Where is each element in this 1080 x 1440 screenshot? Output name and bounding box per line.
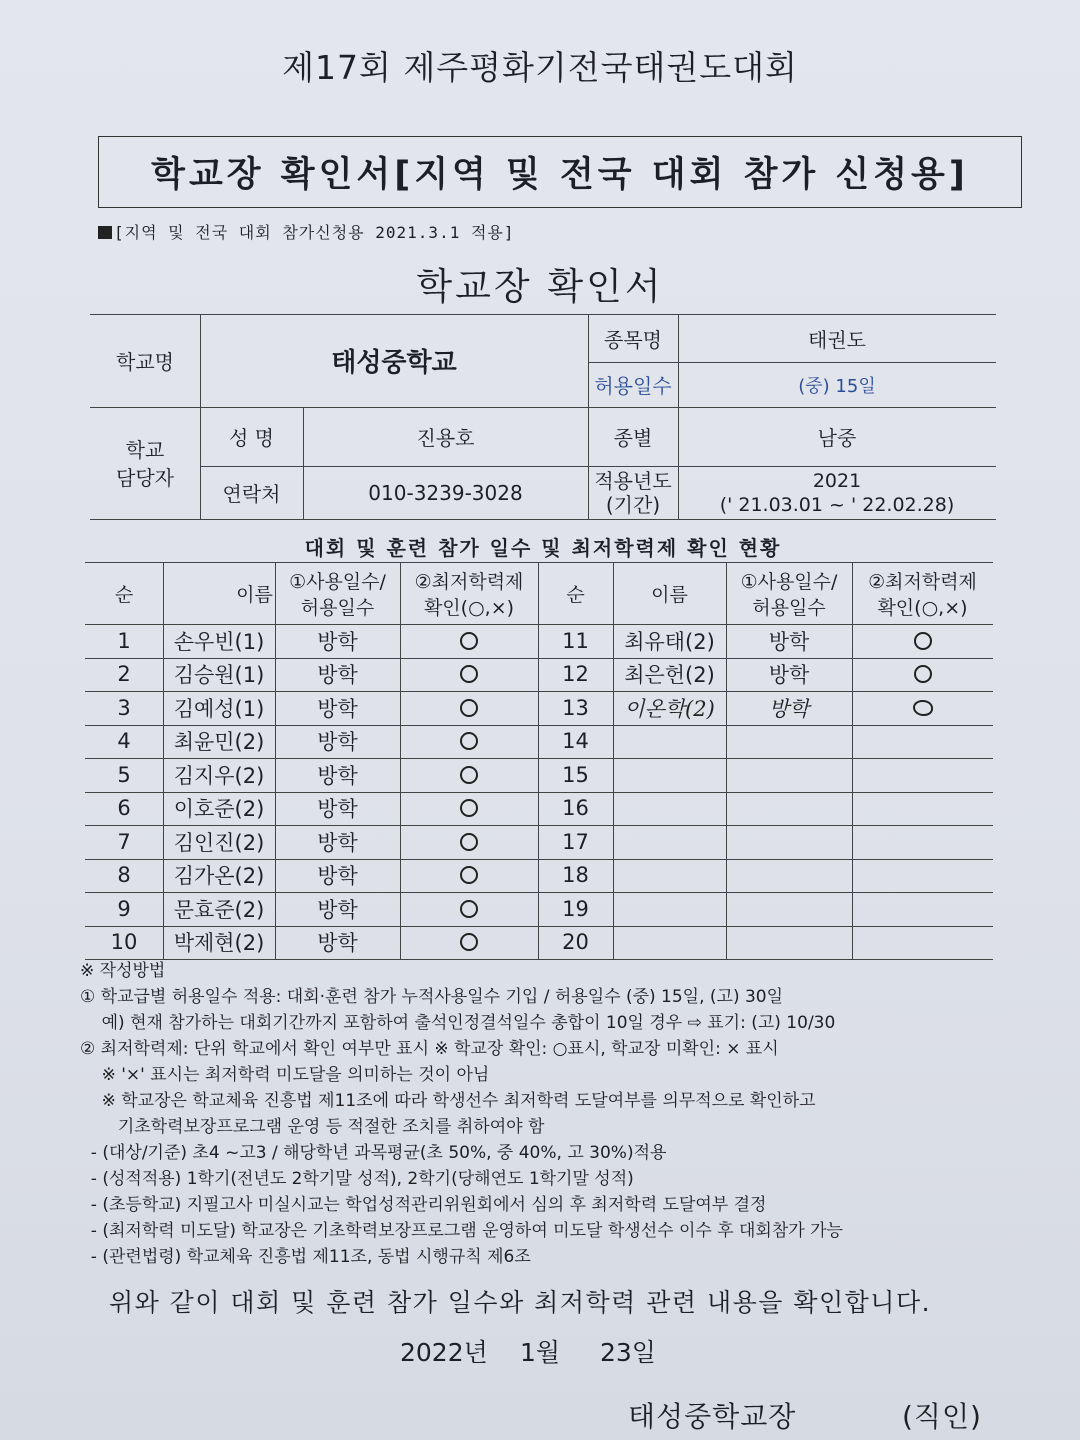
check-mark-circle-icon xyxy=(460,699,478,717)
used-days: 방학 xyxy=(317,797,358,822)
contact-value: 010-3239-3028 xyxy=(368,480,523,505)
used-days xyxy=(726,892,852,926)
header-name-right: 이름 xyxy=(651,584,688,606)
athlete-name xyxy=(613,825,726,859)
athlete-name: 문효준(2) xyxy=(173,897,265,922)
used-days xyxy=(726,792,852,826)
athlete-name xyxy=(613,792,726,826)
check-cell xyxy=(852,691,993,725)
row-number: 2 xyxy=(117,662,131,687)
document-heading: 학교장 확인서 xyxy=(416,265,664,308)
instruction-line: - (대상/기준) 초4 ~고3 / 해당학년 과목평균(초 50%, 중 40%, 고 30%)적용 xyxy=(80,1143,667,1163)
athlete-name: 이호준(2) xyxy=(173,797,265,822)
athlete-name xyxy=(613,758,726,792)
instruction-line: - (관련법령) 학교체육 진흥법 제11조, 동법 시행규칙 제6조 xyxy=(80,1247,531,1267)
instructions-heading: ※ 작성방법 xyxy=(80,961,166,981)
used-days: 방학 xyxy=(317,864,358,889)
form-note xyxy=(98,220,515,243)
athlete-name: 김예성(1) xyxy=(173,696,265,721)
used-days xyxy=(726,859,852,893)
row-number: 20 xyxy=(562,930,589,955)
row-number: 19 xyxy=(562,896,589,921)
used-days: 방학 xyxy=(317,931,358,956)
row-number: 8 xyxy=(117,863,131,888)
athlete-name: 최윤민(2) xyxy=(173,730,265,755)
sport-label: 종목명 xyxy=(604,327,662,352)
sport-value: 태권도 xyxy=(808,327,866,352)
event-title: 제17회 제주평화기전국태권도대회 xyxy=(282,48,798,87)
row-number: 16 xyxy=(562,796,589,821)
period-range: (' 21.03.01 ~ ' 22.02.28) xyxy=(719,493,955,516)
check-cell xyxy=(400,825,538,859)
check-cell xyxy=(852,825,993,859)
header-no-left: 순 xyxy=(114,584,134,606)
athlete-name: 박제현(2) xyxy=(173,931,265,956)
check-cell xyxy=(852,892,993,926)
check-mark-circle-icon xyxy=(460,933,478,951)
athlete-name: 김지우(2) xyxy=(173,763,265,788)
used-days: 방학 xyxy=(317,629,358,654)
used-days xyxy=(726,758,852,792)
athlete-name: 최은헌(2) xyxy=(624,663,715,688)
row-number: 14 xyxy=(562,729,589,754)
form-title-box xyxy=(98,136,1022,208)
row-number: 5 xyxy=(117,762,131,787)
check-cell xyxy=(852,758,993,792)
check-cell xyxy=(852,658,993,692)
table-rule xyxy=(85,562,993,563)
instruction-line: 예) 현재 참가하는 대회기간까지 포함하여 출석인정결석일수 총합이 10일 경우 ⇨ 표기: (고) 10/30 xyxy=(80,1013,836,1033)
check-mark-circle-icon xyxy=(460,866,478,884)
used-days: 방학 xyxy=(317,696,358,721)
check-mark-circle-icon xyxy=(913,700,933,716)
athlete-name: 손우빈(1) xyxy=(173,629,265,654)
name-label: 성 명 xyxy=(229,426,274,450)
school-info-table xyxy=(90,314,996,520)
used-days: 방학 xyxy=(317,730,358,755)
used-days: 방학 xyxy=(768,696,810,721)
athlete-name: 이온학(2) xyxy=(624,696,715,721)
check-mark-circle-icon xyxy=(460,799,478,817)
row-number: 11 xyxy=(562,628,589,653)
instruction-line: ※ '×' 표시는 최저학력 미도달을 의미하는 것이 아님 xyxy=(80,1065,490,1085)
check-cell xyxy=(852,926,993,960)
check-mark-circle-icon xyxy=(914,632,932,650)
manager-label: 학교 담당자 xyxy=(116,437,174,490)
used-days xyxy=(726,725,852,759)
roster-table xyxy=(85,562,993,960)
header-days-right: ①사용일수/ 허용일수 xyxy=(740,571,838,619)
athlete-name: 최유태(2) xyxy=(624,629,715,654)
instruction-line: - (성적적용) 1학기(전년도 2학기말 성적), 2학기(당해연도 1학기말 성적) xyxy=(80,1169,634,1189)
date-day: 23일 xyxy=(600,1338,656,1367)
check-mark-circle-icon xyxy=(914,665,932,683)
header-name-left: 이름 xyxy=(236,584,273,606)
seal-placeholder: (직인) xyxy=(902,1400,982,1433)
used-days xyxy=(726,926,852,960)
check-cell xyxy=(400,624,538,658)
athlete-name: 김인진(2) xyxy=(173,830,265,855)
row-number: 4 xyxy=(117,729,131,754)
check-cell xyxy=(400,691,538,725)
check-mark-circle-icon xyxy=(460,900,478,918)
writing-instructions xyxy=(80,958,1000,1270)
header-check-left: ②최저학력제 확인(○,×) xyxy=(414,571,524,619)
used-days: 방학 xyxy=(768,629,810,654)
athlete-name xyxy=(613,859,726,893)
type-label: 종별 xyxy=(613,426,653,450)
instruction-line: 기초학력보장프로그램 운영 등 적절한 조치를 취하여야 함 xyxy=(80,1117,545,1137)
school-name-value: 태성중학교 xyxy=(331,348,457,378)
check-mark-circle-icon xyxy=(460,665,478,683)
form-note-text: [지역 및 전국 대회 참가신청용 2021.3.1 적용] xyxy=(114,223,515,242)
athlete-name xyxy=(613,892,726,926)
instruction-line: - (초등학교) 지필고사 미실시교는 학업성적관리위원회에서 심의 후 최저학력 도달여부 결정 xyxy=(80,1195,767,1215)
row-number: 1 xyxy=(117,628,131,653)
used-days xyxy=(726,825,852,859)
allowed-days-label: 허용일수 xyxy=(594,374,672,398)
name-value: 진용호 xyxy=(416,426,475,450)
used-days: 방학 xyxy=(317,763,358,788)
header-days-left: ①사용일수/ 허용일수 xyxy=(289,571,386,619)
period-value xyxy=(678,466,996,519)
row-number: 12 xyxy=(562,662,589,687)
date-month: 1월 xyxy=(520,1338,561,1367)
row-number: 15 xyxy=(562,762,589,787)
square-bullet-icon xyxy=(98,226,112,239)
type-value: 남중 xyxy=(817,426,857,450)
row-number: 3 xyxy=(117,695,131,720)
contact-label: 연락처 xyxy=(222,482,281,506)
athlete-name: 김가온(2) xyxy=(173,864,265,889)
check-cell xyxy=(400,859,538,893)
check-mark-circle-icon xyxy=(460,632,478,650)
row-number: 9 xyxy=(117,896,131,921)
instruction-line: - (최저학력 미도달) 학교장은 기초학력보장프로그램 운영하여 미도달 학생선수 이수 후 대회참가 가능 xyxy=(80,1221,843,1241)
instruction-line: ① 학교급별 허용일수 적용: 대회·훈련 참가 누적사용일수 기입 / 허용일수 (중) 15일, (고) 30일 xyxy=(80,987,784,1007)
form-title: 학교장 확인서[지역 및 전국 대회 참가 신청용] xyxy=(151,155,969,195)
instruction-line: ② 최저학력제: 단위 학교에서 확인 여부만 표시 ※ 학교장 확인: ○표시, 학교장 미확인: × 표시 xyxy=(80,1039,779,1059)
table-rule xyxy=(90,519,996,520)
date-year: 2022년 xyxy=(400,1338,488,1367)
check-cell xyxy=(400,792,538,826)
check-mark-circle-icon xyxy=(460,732,478,750)
athlete-name xyxy=(613,926,726,960)
used-days: 방학 xyxy=(317,830,358,855)
athlete-name: 김승원(1) xyxy=(173,663,265,688)
period-label: 적용년도 (기간) xyxy=(594,468,672,517)
check-cell xyxy=(400,758,538,792)
used-days: 방학 xyxy=(768,663,810,688)
check-cell xyxy=(400,658,538,692)
confirmation-statement: 위와 같이 대회 및 훈련 참가 일수와 최저학력 관련 내용을 확인합니다. xyxy=(108,1288,932,1317)
allowed-days-value: (중) 15일 xyxy=(798,375,876,397)
check-cell xyxy=(852,624,993,658)
check-mark-circle-icon xyxy=(460,833,478,851)
row-number: 10 xyxy=(110,930,138,955)
header-no-right: 순 xyxy=(566,584,585,606)
used-days: 방학 xyxy=(317,897,358,922)
athlete-name xyxy=(613,725,726,759)
check-cell xyxy=(852,859,993,893)
check-cell xyxy=(852,725,993,759)
header-check-right: ②최저학력제 확인(○,×) xyxy=(868,571,977,619)
roster-title: 대회 및 훈련 참가 일수 및 최저학력제 확인 현황 xyxy=(304,536,782,560)
row-number: 7 xyxy=(117,829,131,854)
check-cell xyxy=(400,892,538,926)
school-name-label: 학교명 xyxy=(116,350,174,374)
row-number: 13 xyxy=(562,695,589,720)
row-number: 6 xyxy=(117,796,131,821)
signer-title: 태성중학교장 xyxy=(628,1400,797,1433)
check-cell xyxy=(852,792,993,826)
check-cell xyxy=(400,926,538,960)
period-year: 2021 xyxy=(812,469,862,492)
check-cell xyxy=(400,725,538,759)
instruction-line: ※ 학교장은 학교체육 진흥법 제11조에 따라 학생선수 최저학력 도달여부를 의무적으로 확인하고 xyxy=(80,1091,816,1111)
row-number: 17 xyxy=(562,829,589,854)
used-days: 방학 xyxy=(317,663,358,688)
check-mark-circle-icon xyxy=(460,766,478,784)
row-number: 18 xyxy=(562,863,589,888)
